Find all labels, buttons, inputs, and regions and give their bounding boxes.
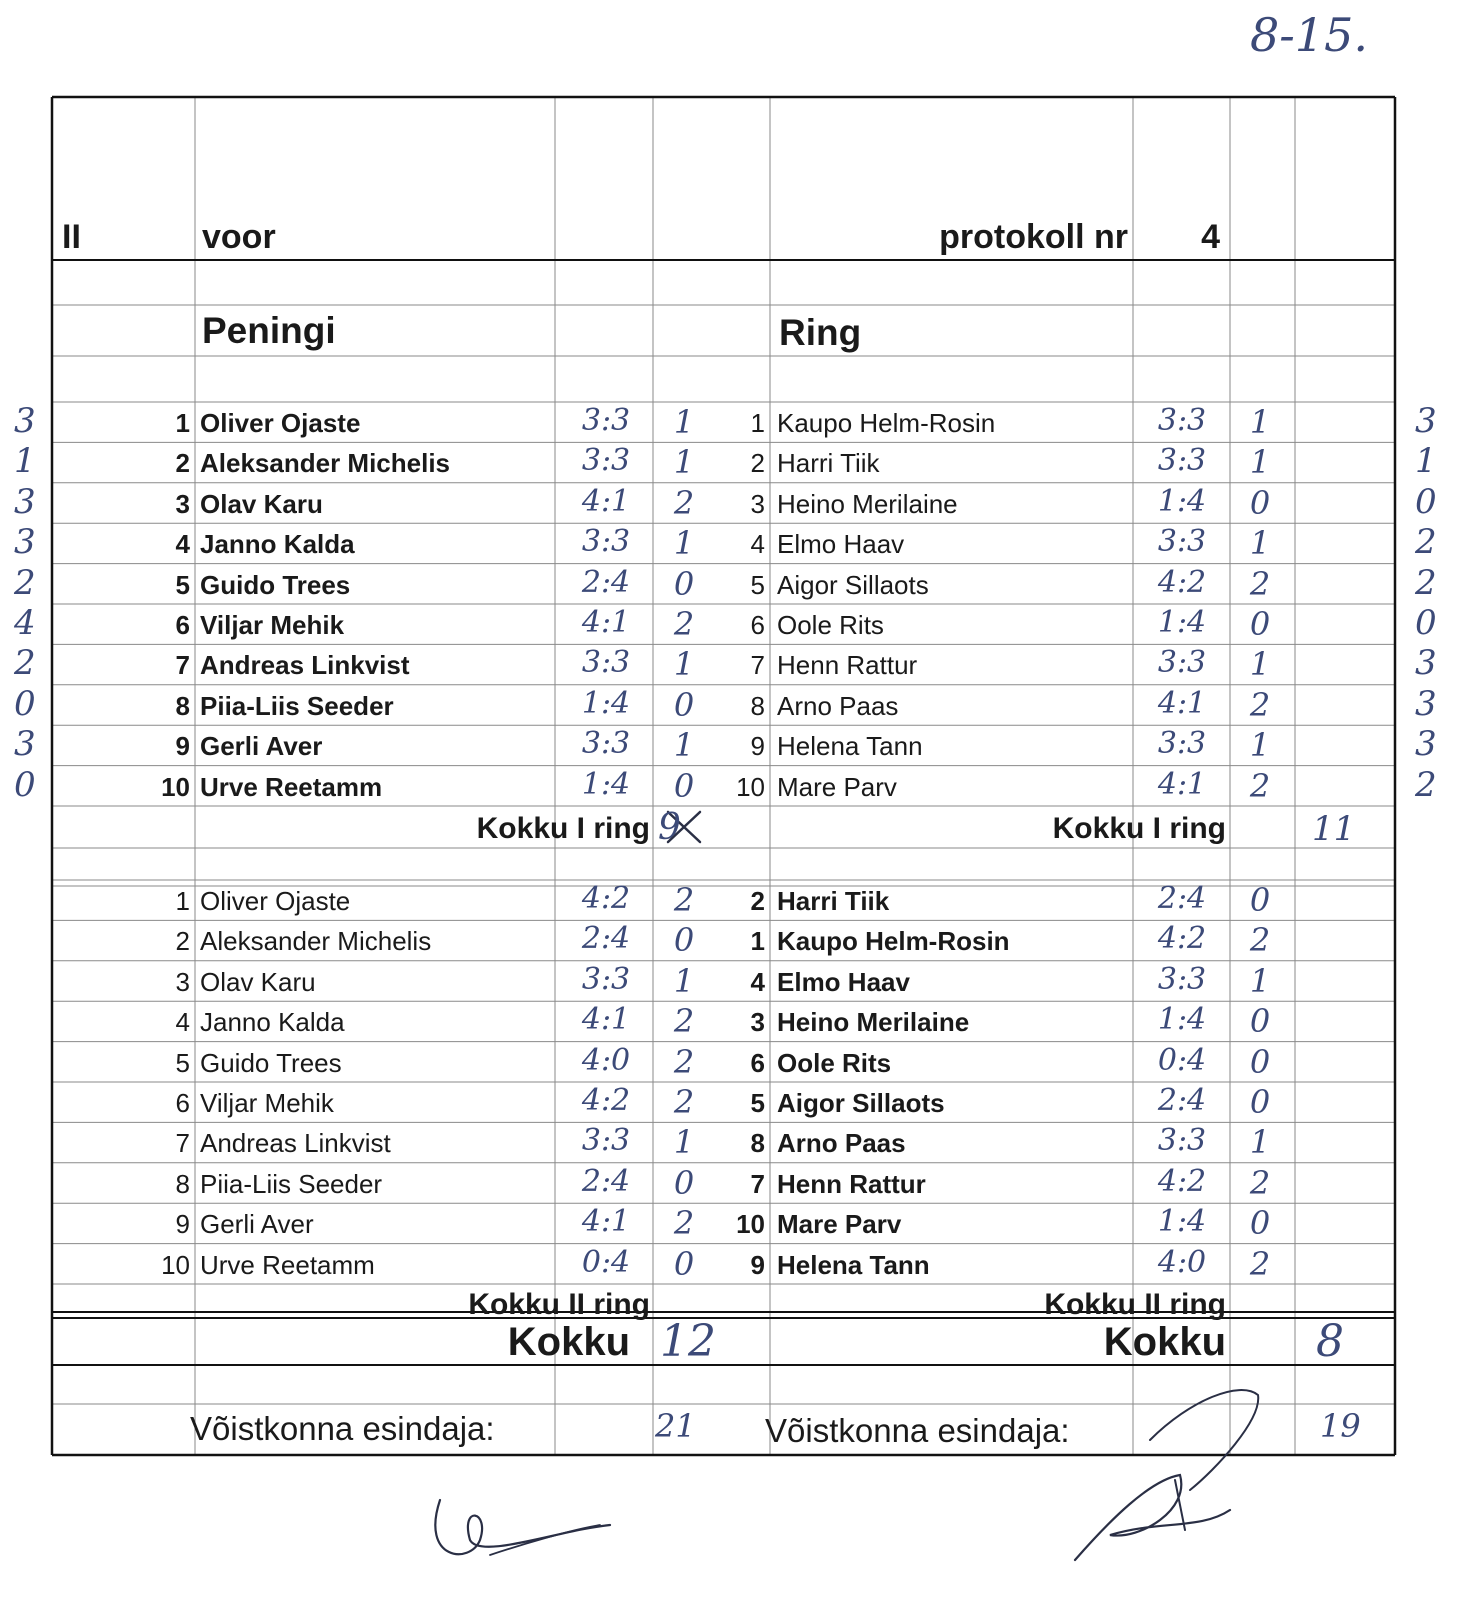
left-game-score: 3:3	[581, 524, 631, 560]
left-points: 1	[673, 726, 695, 765]
left-points: 1	[673, 403, 695, 441]
left-points: 2	[673, 483, 695, 522]
right-player-number: 3	[750, 488, 765, 519]
margin-note-right: 1	[1415, 441, 1437, 482]
right-player-name: Kaupo Helm-Rosin	[777, 408, 996, 438]
right-player-number: 4	[750, 966, 765, 997]
right-game-score: 3:3	[1157, 524, 1207, 560]
ring2-total-label-right: Kokku II ring	[1044, 1288, 1226, 1321]
left-game-score: 3:3	[581, 645, 631, 681]
margin-note-left: 3	[14, 522, 36, 563]
right-player-number: 9	[750, 731, 765, 762]
margin-note-left: 2	[14, 562, 36, 603]
left-player-number: 4	[175, 529, 190, 560]
margin-note-left: 0	[14, 764, 36, 805]
left-player-number: 4	[175, 1007, 190, 1038]
right-player-name: Elmo Haav	[777, 529, 905, 560]
right-game-score: 3:3	[1157, 726, 1207, 762]
right-player-name: Henn Rattur	[777, 650, 918, 681]
left-player-name: Aleksander Michelis	[200, 448, 450, 479]
left-player-number: 3	[175, 488, 190, 519]
team-right-name: Ring	[779, 312, 862, 353]
left-game-score: 2:4	[581, 1163, 631, 1199]
left-game-score: 3:3	[581, 726, 631, 762]
right-game-score: 2:4	[1157, 881, 1207, 916]
right-player-name: Arno Paas	[777, 1128, 906, 1159]
left-player-name: Viljar Mehik	[200, 610, 345, 640]
left-player-name: Guido Trees	[200, 569, 351, 600]
right-player-name: Oole Rits	[777, 610, 884, 640]
left-player-name: Guido Trees	[200, 1047, 342, 1078]
left-game-score: 0:4	[581, 1244, 631, 1280]
left-points: 0	[673, 921, 695, 960]
left-game-score: 2:4	[581, 921, 631, 957]
right-player-number: 3	[750, 1007, 765, 1038]
right-player-number: 9	[750, 1249, 765, 1280]
ring1-total-left: 9	[658, 807, 681, 848]
right-points: 0	[1249, 1042, 1271, 1081]
right-player-name: Mare Parv	[777, 771, 897, 802]
left-game-score: 4:2	[581, 881, 631, 916]
round-number: II	[62, 218, 81, 256]
left-player-number: 9	[175, 731, 190, 762]
right-points: 2	[1249, 1163, 1271, 1202]
margin-note-left: 3	[14, 401, 36, 441]
corner-note: 8-15.	[1250, 8, 1368, 62]
right-player-name: Helena Tann	[777, 1249, 930, 1280]
right-points: 1	[1249, 524, 1271, 563]
right-player-name: Harri Tiik	[777, 448, 880, 479]
left-game-score: 3:3	[581, 1123, 631, 1159]
margin-note-left: 1	[14, 441, 36, 482]
left-game-score: 4:1	[581, 605, 631, 640]
left-game-score: 1:4	[581, 766, 631, 802]
right-points: 0	[1249, 605, 1271, 643]
right-points: 0	[1249, 1002, 1271, 1041]
right-points: 1	[1249, 961, 1271, 1000]
left-points: 1	[673, 443, 695, 482]
left-player-name: Viljar Mehik	[200, 1088, 334, 1118]
left-player-name: Olav Karu	[200, 966, 316, 997]
right-points: 2	[1249, 921, 1271, 960]
left-player-name: Oliver Ojaste	[200, 408, 361, 438]
right-points: 1	[1249, 726, 1271, 765]
representative-label-right: Võistkonna esindaja:	[765, 1412, 1070, 1449]
left-points: 1	[673, 645, 695, 684]
left-player-name: Gerli Aver	[200, 1209, 314, 1240]
right-game-score: 3:3	[1157, 1123, 1207, 1159]
signature-right-stroke	[1175, 1480, 1185, 1530]
right-player-number: 1	[750, 926, 765, 957]
right-player-number: 7	[750, 1168, 765, 1199]
left-player-name: Janno Kalda	[200, 529, 355, 560]
team-left-name: Peningi	[202, 310, 336, 351]
protocol-label: protokoll nr	[939, 218, 1128, 256]
left-player-number: 5	[175, 1047, 190, 1078]
margin-note-right: 3	[1415, 683, 1437, 724]
margin-note-right: 3	[1415, 643, 1437, 684]
left-player-number: 7	[175, 1128, 190, 1159]
left-game-score: 4:1	[581, 1204, 631, 1240]
right-points: 0	[1249, 881, 1271, 919]
right-player-name: Elmo Haav	[777, 966, 910, 997]
right-points: 1	[1249, 443, 1271, 482]
left-points: 1	[673, 524, 695, 563]
right-player-name: Aigor Sillaots	[777, 569, 929, 600]
left-player-name: Piia-Liis Seeder	[200, 690, 394, 721]
right-player-name: Helena Tann	[777, 731, 923, 762]
left-points: 0	[673, 1244, 695, 1283]
margin-note-left: 3	[14, 724, 36, 765]
right-game-score: 0:4	[1157, 1042, 1207, 1078]
right-player-name: Aigor Sillaots	[777, 1088, 945, 1118]
left-points: 1	[673, 1123, 695, 1162]
signature-left	[435, 1500, 610, 1554]
margin-note-right: 2	[1415, 562, 1437, 603]
left-player-number: 8	[175, 1168, 190, 1199]
representative-value-left: 21	[655, 1407, 696, 1445]
left-player-name: Urve Reetamm	[200, 1249, 375, 1280]
left-player-number: 6	[175, 1088, 190, 1118]
left-game-score: 3:3	[581, 961, 631, 997]
right-points: 2	[1249, 766, 1271, 805]
right-game-score: 4:2	[1157, 564, 1207, 600]
right-player-name: Oole Rits	[777, 1047, 892, 1078]
right-game-score: 3:3	[1157, 961, 1207, 997]
grand-total-label-right: Kokku	[1103, 1320, 1226, 1364]
right-player-name: Mare Parv	[777, 1209, 902, 1240]
left-player-number: 8	[175, 690, 190, 721]
right-points: 2	[1249, 685, 1271, 724]
right-game-score: 4:2	[1157, 1163, 1207, 1199]
signature-stroke-right	[1150, 1390, 1258, 1490]
left-player-name: Janno Kalda	[200, 1007, 345, 1038]
left-points: 2	[673, 605, 695, 643]
right-points: 1	[1249, 1123, 1271, 1162]
left-player-number: 10	[161, 1249, 190, 1280]
margin-note-right: 0	[1415, 603, 1437, 643]
right-player-number: 5	[750, 569, 765, 600]
left-player-number: 1	[175, 886, 190, 916]
left-player-number: 9	[175, 1209, 190, 1240]
left-game-score: 4:1	[581, 1002, 631, 1038]
right-game-score: 3:3	[1157, 645, 1207, 681]
left-points: 2	[673, 1083, 695, 1121]
right-player-name: Henn Rattur	[777, 1168, 926, 1199]
left-player-name: Aleksander Michelis	[200, 926, 432, 957]
left-player-number: 1	[175, 408, 190, 438]
right-points: 2	[1249, 1244, 1271, 1283]
right-points: 0	[1249, 1083, 1271, 1121]
left-player-name: Piia-Liis Seeder	[200, 1168, 383, 1199]
right-player-number: 4	[750, 529, 765, 560]
margin-note-left: 2	[14, 643, 36, 684]
left-points: 2	[673, 1002, 695, 1041]
ring1-total-right: 11	[1312, 809, 1356, 849]
margin-note-right: 0	[1415, 481, 1437, 522]
right-points: 1	[1249, 645, 1271, 684]
right-game-score: 1:4	[1157, 1204, 1207, 1240]
margin-note-left: 3	[14, 481, 36, 522]
left-player-name: Olav Karu	[200, 488, 323, 519]
right-player-number: 6	[750, 1047, 765, 1078]
left-player-number: 5	[175, 569, 190, 600]
right-game-score: 3:3	[1157, 443, 1207, 479]
ring1-total-label-right: Kokku I ring	[1052, 812, 1226, 845]
protocol-number: 4	[1201, 218, 1220, 256]
right-player-number: 10	[736, 1209, 765, 1240]
right-player-name: Heino Merilaine	[777, 488, 958, 519]
right-game-score: 2:4	[1157, 1083, 1207, 1118]
right-player-number: 1	[750, 408, 765, 438]
right-player-name: Harri Tiik	[777, 886, 890, 916]
right-player-number: 5	[750, 1088, 765, 1118]
right-player-number: 10	[736, 771, 765, 802]
right-game-score: 1:4	[1157, 483, 1207, 519]
left-player-number: 10	[161, 771, 190, 802]
grand-total-right: 8	[1316, 1316, 1344, 1367]
left-player-number: 2	[175, 448, 190, 479]
left-points: 2	[673, 1204, 695, 1243]
right-game-score: 4:1	[1157, 766, 1207, 802]
right-game-score: 4:1	[1157, 685, 1207, 721]
right-points: 1	[1249, 403, 1271, 441]
left-game-score: 4:1	[581, 483, 631, 519]
left-points: 0	[673, 685, 695, 724]
right-points: 2	[1249, 564, 1271, 603]
left-player-number: 7	[175, 650, 190, 681]
right-game-score: 4:0	[1157, 1244, 1207, 1280]
ring2-total-label-left: Kokku II ring	[468, 1288, 650, 1321]
right-player-name: Heino Merilaine	[777, 1007, 970, 1038]
left-game-score: 4:0	[581, 1042, 631, 1078]
right-player-number: 8	[750, 1128, 765, 1159]
right-game-score: 1:4	[1157, 605, 1207, 640]
right-player-number: 2	[750, 448, 765, 479]
left-points: 1	[673, 961, 695, 1000]
left-player-name: Oliver Ojaste	[200, 886, 351, 916]
left-player-name: Andreas Linkvist	[200, 1128, 391, 1159]
left-game-score: 1:4	[581, 685, 631, 721]
left-points: 0	[673, 564, 695, 603]
representative-value-right: 19	[1320, 1407, 1361, 1445]
left-points: 0	[673, 766, 695, 805]
left-game-score: 3:3	[581, 443, 631, 479]
right-game-score: 4:2	[1157, 921, 1207, 957]
right-player-name: Arno Paas	[777, 690, 899, 721]
left-player-name: Andreas Linkvist	[200, 650, 410, 681]
left-points: 2	[673, 881, 695, 919]
left-game-score: 4:2	[581, 1083, 631, 1118]
right-points: 0	[1249, 1204, 1271, 1243]
signature-right	[1075, 1475, 1230, 1560]
left-player-name: Gerli Aver	[200, 731, 323, 762]
grand-total-label-left: Kokku	[507, 1320, 630, 1364]
ring1-total-label-left: Kokku I ring	[476, 812, 650, 845]
grand-total-left: 12	[660, 1316, 716, 1367]
round-word: voor	[202, 218, 276, 256]
representative-label-left: Võistkonna esindaja:	[190, 1410, 495, 1447]
right-player-name: Kaupo Helm-Rosin	[777, 926, 1010, 957]
margin-note-right: 2	[1415, 522, 1437, 563]
margin-note-right: 2	[1415, 764, 1437, 805]
left-game-score: 2:4	[581, 564, 631, 600]
left-player-number: 6	[175, 610, 190, 640]
left-game-score: 3:3	[581, 403, 631, 438]
left-points: 2	[673, 1042, 695, 1081]
right-player-number: 2	[750, 886, 765, 916]
left-player-number: 3	[175, 966, 190, 997]
right-player-number: 8	[750, 690, 765, 721]
margin-note-right: 3	[1415, 724, 1437, 765]
right-game-score: 3:3	[1157, 403, 1207, 438]
right-points: 0	[1249, 483, 1271, 522]
margin-note-left: 0	[14, 683, 36, 724]
left-player-number: 2	[175, 926, 190, 957]
left-player-name: Urve Reetamm	[200, 771, 383, 802]
margin-note-right: 3	[1415, 401, 1437, 441]
margin-note-left: 4	[14, 603, 36, 643]
left-points: 0	[673, 1163, 695, 1202]
right-player-number: 7	[750, 650, 765, 681]
right-player-number: 6	[750, 610, 765, 640]
right-game-score: 1:4	[1157, 1002, 1207, 1038]
